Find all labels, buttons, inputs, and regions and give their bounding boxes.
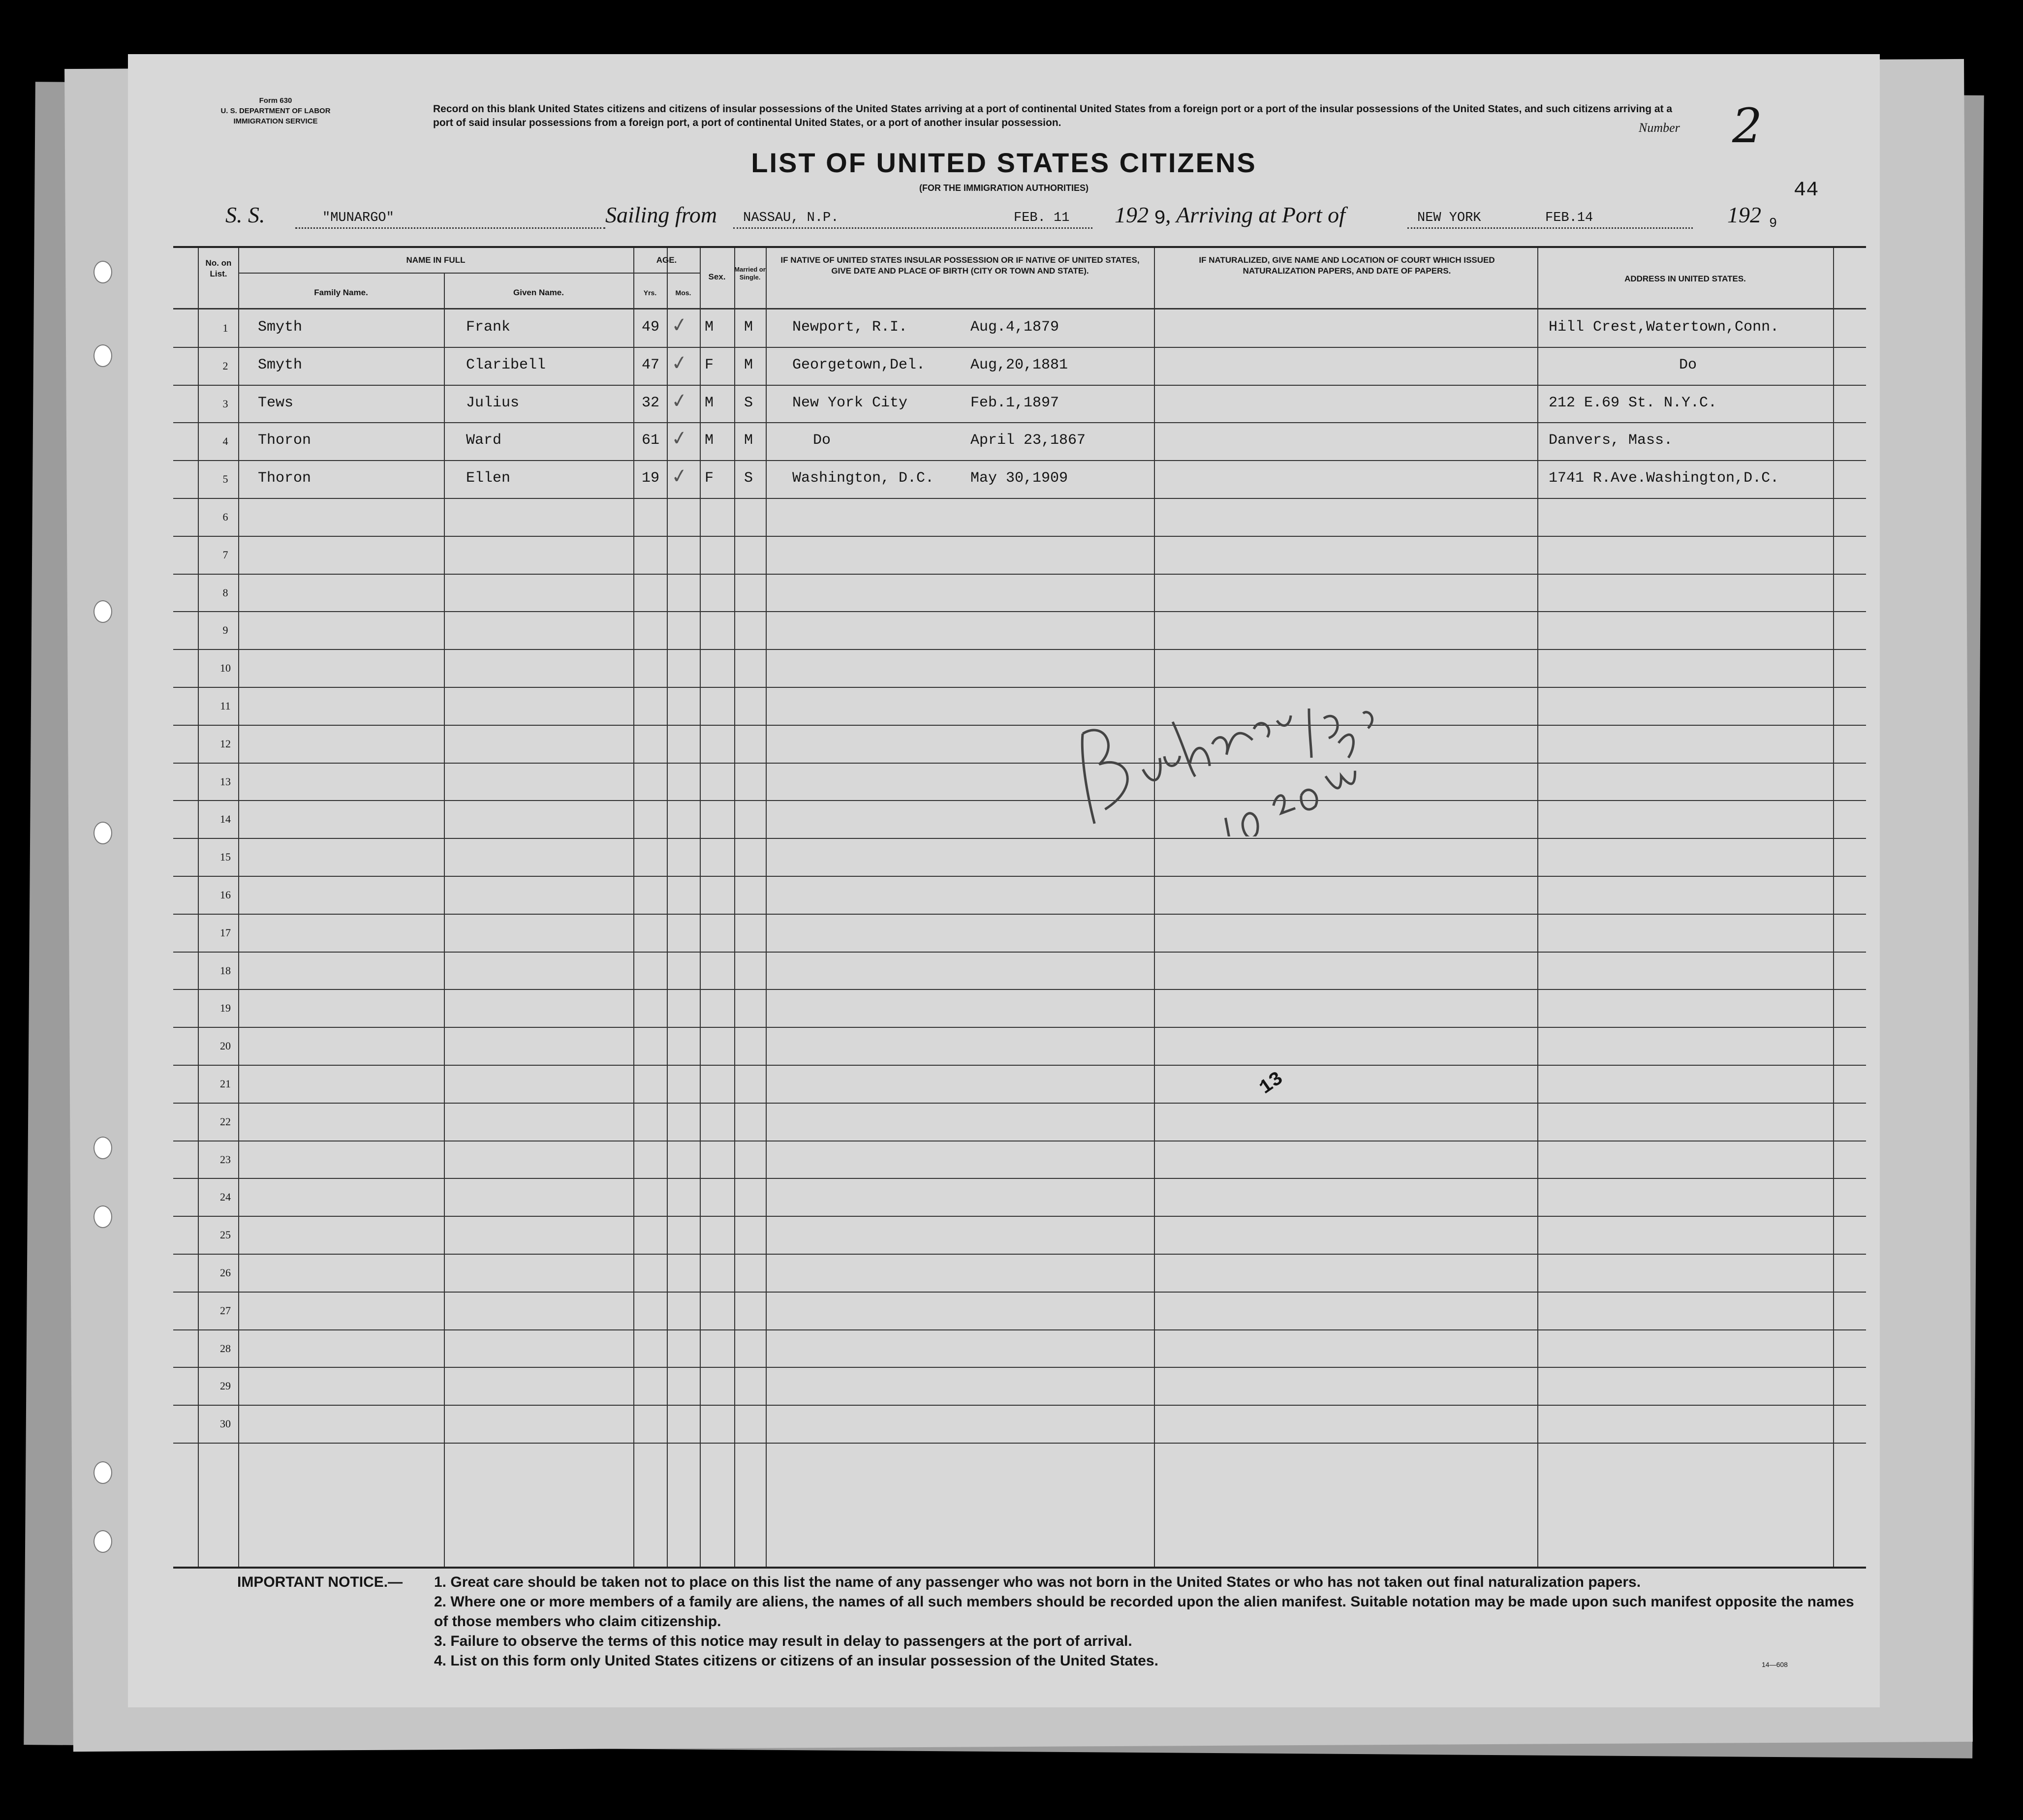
cell-place: Washington, D.C. [792, 470, 934, 487]
row-rule [173, 649, 1866, 650]
form-instructions: Record on this blank United States citizens and citizens of insular possessions of the United States arriving at a port of continental United States from a foreign port or a port of the insular possessions of the United States, and such citizens arriving at a port of said insular possessions from a foreign port, a port of continental United States, or a port of another insular possession. [433, 103, 1673, 128]
dotted-line [295, 227, 605, 229]
row-rule [173, 422, 1866, 423]
row-rule [173, 763, 1866, 764]
binder-hole [93, 1461, 112, 1484]
row-number: 9 [222, 624, 228, 637]
departure-date: FEB. 11 [1014, 211, 1070, 225]
cell-marital: S [744, 470, 753, 487]
row-number: 21 [220, 1078, 231, 1090]
row-number: 18 [220, 964, 231, 977]
header-naturalized: IF NATURALIZED, GIVE NAME AND LOCATION OF COURT WHICH ISSUED NATURALIZATION PAPERS, AND DATE OF PAPERS. [1199, 255, 1495, 276]
row-rule [173, 1216, 1866, 1217]
cell-place: Newport, R.I. [792, 319, 908, 336]
row-number: 5 [222, 473, 228, 486]
row-rule [173, 800, 1866, 801]
page-subtitle: (FOR THE IMMIGRATION AUTHORITIES) [919, 183, 1089, 193]
cell-family: Tews [258, 394, 294, 411]
row-rule [173, 498, 1866, 499]
row-number: 4 [222, 435, 228, 448]
row-rule [173, 725, 1866, 726]
binder-hole [93, 344, 112, 367]
row-rule [173, 1178, 1866, 1179]
cell-given: Claribell [466, 356, 546, 373]
row-number: 2 [222, 359, 228, 372]
row-number: 27 [220, 1304, 231, 1317]
header-given-name: Given Name. [513, 288, 564, 297]
cell-sex: F [705, 356, 714, 373]
list-number: 2 [1732, 98, 1763, 154]
cell-yrs: 19 [642, 470, 660, 487]
departure-year-prefix: 192 [1115, 202, 1149, 227]
cell-sex: M [705, 394, 714, 411]
header-married-or-single: Married or Single. [734, 266, 766, 281]
column-rule [444, 273, 445, 1567]
cell-yrs: 49 [642, 319, 660, 336]
notice-item: 3. Failure to observe the terms of this notice may result in delay to passengers at the port of arrival. [434, 1633, 1132, 1649]
form-code: 14—608 [1762, 1661, 1788, 1668]
header-family-name: Family Name. [314, 288, 368, 297]
row-rule [173, 914, 1866, 915]
service: IMMIGRATION SERVICE [233, 117, 318, 125]
column-rule [1833, 248, 1834, 1567]
check-mark-icon: ✓ [669, 350, 689, 375]
column-rule [766, 248, 767, 1567]
cell-given: Frank [466, 319, 511, 336]
header-rule [633, 273, 700, 274]
cell-marital: M [744, 319, 753, 336]
cell-address: 212 E.69 St. N.Y.C. [1549, 394, 1717, 411]
check-mark-icon: ✓ [669, 464, 689, 489]
page-title: LIST OF UNITED STATES CITIZENS [751, 147, 1257, 178]
row-number: 19 [220, 1002, 231, 1015]
arriving-label: , Arriving at Port of [1165, 202, 1345, 227]
cell-given: Ellen [466, 470, 511, 487]
row-number: 24 [220, 1191, 231, 1203]
cell-date: Aug.4,1879 [970, 319, 1059, 336]
cell-yrs: 32 [642, 394, 660, 411]
notice-item: 4. List on this form only United States citizens or citizens of an insular possession of the United States. [434, 1653, 1158, 1669]
check-mark-icon: ✓ [669, 312, 689, 338]
row-rule [173, 460, 1866, 461]
binder-hole [93, 600, 112, 623]
row-rule [173, 1027, 1866, 1028]
header-name-in-full: NAME IN FULL [406, 255, 466, 265]
row-number: 14 [220, 813, 231, 826]
arrival-year-prefix: 192 [1727, 202, 1761, 227]
row-rule [173, 989, 1866, 990]
row-rule [173, 347, 1866, 348]
row-number: 3 [222, 397, 228, 410]
check-mark-icon: ✓ [669, 388, 689, 413]
header-age: AGE. [656, 255, 677, 265]
notice-list [434, 1573, 1861, 1671]
notice-item: 1. Great care should be taken not to place on this list the name of any passenger who was not born in the United States or who has not taken out final naturalization papers. [434, 1574, 1641, 1590]
page-number: 44 [1794, 178, 1819, 202]
row-number: 23 [220, 1153, 231, 1166]
cell-place: Georgetown,Del. [792, 356, 926, 373]
binder-hole [93, 1205, 112, 1228]
passenger-table [173, 246, 1866, 1569]
column-rule [198, 248, 199, 1567]
row-number: 8 [222, 586, 228, 599]
cell-given: Ward [466, 432, 502, 449]
row-rule [173, 385, 1866, 386]
row-rule [173, 1329, 1866, 1330]
number-label: Number [1639, 121, 1680, 135]
row-number: 6 [222, 511, 228, 523]
ss-label: S. S. [225, 202, 265, 227]
column-rule [667, 248, 668, 1567]
arrival-year-digit: 9 [1769, 216, 1777, 231]
row-number: 17 [220, 926, 231, 939]
row-number: 15 [220, 851, 231, 864]
row-number: 11 [220, 700, 231, 712]
cell-date: April 23,1867 [970, 432, 1086, 449]
ship-name: "MUNARGO" [322, 211, 394, 225]
row-number: 29 [220, 1380, 231, 1392]
cell-sex: M [705, 319, 714, 336]
notice-heading: IMPORTANT NOTICE.— [237, 1574, 403, 1590]
cell-date: May 30,1909 [970, 470, 1068, 487]
cell-family: Smyth [258, 356, 303, 373]
row-number: 13 [220, 775, 231, 788]
row-rule [173, 1405, 1866, 1406]
cell-marital: M [744, 356, 753, 373]
cell-address: Do [1679, 356, 1697, 373]
arrival-port: NEW YORK [1417, 211, 1481, 225]
header-rule [238, 273, 633, 274]
cell-sex: F [705, 470, 714, 487]
dotted-line [1407, 227, 1693, 229]
row-number: 26 [220, 1266, 231, 1279]
cell-place: Do [813, 432, 831, 449]
row-rule [173, 1254, 1866, 1255]
arrival-date: FEB.14 [1545, 211, 1593, 225]
row-rule [173, 687, 1866, 688]
binder-hole [93, 1137, 112, 1159]
binder-hole [93, 1530, 112, 1553]
row-rule [173, 876, 1866, 877]
column-rule [1154, 248, 1155, 1567]
cell-address: Hill Crest,Watertown,Conn. [1549, 319, 1779, 336]
cell-given: Julius [466, 394, 520, 411]
inspector-signature [1063, 689, 1555, 836]
manifest-page [128, 54, 1880, 1707]
row-number: 10 [220, 662, 231, 675]
check-mark-icon: ✓ [669, 426, 689, 451]
departure-port: NASSAU, N.P. [743, 211, 839, 225]
form-number: Form 630 [259, 96, 292, 105]
cell-family: Smyth [258, 319, 303, 336]
row-rule [173, 1103, 1866, 1104]
cell-yrs: 47 [642, 356, 660, 373]
header-rule [173, 308, 1866, 309]
column-rule [633, 248, 634, 1567]
row-rule [173, 838, 1866, 839]
row-number: 30 [220, 1418, 231, 1430]
cell-date: Feb.1,1897 [970, 394, 1059, 411]
dotted-line [733, 227, 1092, 229]
row-number: 22 [220, 1115, 231, 1128]
header-years: Yrs. [643, 289, 657, 297]
stamp-number: 13 [1255, 1068, 1288, 1100]
header-sex: Sex. [708, 272, 726, 281]
sailing-label: Sailing from [605, 202, 717, 227]
cell-marital: M [744, 432, 753, 449]
cell-yrs: 61 [642, 432, 660, 449]
cell-family: Thoron [258, 470, 311, 487]
cell-marital: S [744, 394, 753, 411]
header-birth: IF NATIVE OF UNITED STATES INSULAR POSSESSION OR IF NATIVE OF UNITED STATES, GIVE DATE AND PLACE OF BIRTH (CITY OR TOWN AND STATE). [780, 255, 1140, 276]
binder-hole [93, 822, 112, 844]
row-number: 28 [220, 1342, 231, 1355]
row-rule [173, 1443, 1866, 1444]
column-rule [700, 248, 701, 1567]
form-identifier [167, 95, 384, 126]
row-rule [173, 1292, 1866, 1293]
header-months: Mos. [675, 289, 691, 297]
column-rule [734, 248, 735, 1567]
header-no-on-list: No. on List. [205, 258, 232, 278]
row-number: 12 [220, 737, 231, 750]
row-rule [173, 1367, 1866, 1368]
cell-place: New York City [792, 394, 908, 411]
row-number: 20 [220, 1040, 231, 1052]
department: U. S. DEPARTMENT OF LABOR [220, 107, 331, 115]
row-rule [173, 536, 1866, 537]
row-rule [173, 952, 1866, 953]
row-number: 16 [220, 889, 231, 901]
cell-date: Aug,20,1881 [970, 356, 1068, 373]
row-rule [173, 611, 1866, 612]
row-number: 25 [220, 1229, 231, 1241]
cell-family: Thoron [258, 432, 311, 449]
notice-item: 2. Where one or more members of a family are aliens, the names of all such members should be recorded upon the alien manifest. Suitable notation may be made upon such manifest opposite the names of those members who claim citizenship. [434, 1594, 1854, 1630]
row-rule [173, 574, 1866, 575]
cell-address: 1741 R.Ave.Washington,D.C. [1549, 470, 1779, 487]
departure-year-digit: 9 [1154, 208, 1166, 230]
row-rule [173, 1065, 1866, 1066]
row-number: 7 [222, 548, 228, 561]
row-number: 1 [222, 322, 228, 334]
binder-hole [93, 261, 112, 283]
column-rule [1537, 248, 1538, 1567]
header-address: ADDRESS IN UNITED STATES. [1624, 274, 1746, 283]
cell-address: Danvers, Mass. [1549, 432, 1673, 449]
cell-sex: M [705, 432, 714, 449]
